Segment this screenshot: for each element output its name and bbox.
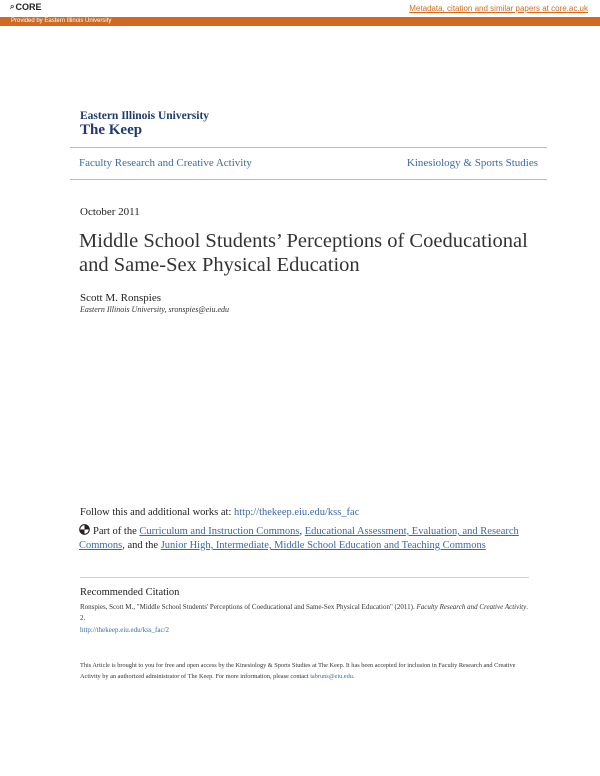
provided-by-text: Provided by Eastern Illinois University (11, 18, 112, 24)
article-date: October 2011 (80, 206, 140, 218)
article-author: Scott M. Ronspies (80, 292, 161, 304)
citation-url-link[interactable]: http://thekeep.eiu.edu/kss_fac/2 (80, 626, 170, 634)
citation-text (80, 602, 530, 624)
follow-url-link[interactable]: http://thekeep.eiu.edu/kss_fac (234, 507, 360, 518)
notice-text: This Article is brought to you for free and open access by the Kinesiology & Sports Studies at The Keep. It has been accepted for inclusion in Faculty Research and Creative Activity by an authorized administrator of The Keep. For more information, please contact (80, 662, 516, 680)
university-name[interactable]: Eastern Illinois University (80, 110, 210, 122)
part-of-sep-2: , and the (122, 540, 159, 551)
curriculum-commons-link[interactable]: Curriculum and Instruction Commons (139, 526, 300, 537)
core-logo[interactable] (10, 2, 42, 12)
junior-high-commons-link[interactable]: Junior High, Intermediate, Middle School Education and Teaching Commons (160, 540, 486, 551)
citation-main: Ronspies, Scott M., "Middle School Students' Perceptions of Coeducational and Same-Sex Physical Education" (2011). (80, 603, 415, 611)
access-notice (80, 661, 530, 682)
article-title: Middle School Students’ Perceptions of Coeducational and Same-Sex Physical Education (79, 230, 528, 276)
divider-citation (80, 577, 529, 578)
core-logo-icon: ⌕ (10, 2, 15, 11)
citation-end: . 2. (80, 603, 528, 622)
series-link-faculty-research[interactable]: Faculty Research and Creative Activity (79, 157, 252, 169)
provided-by-bar (0, 17, 600, 26)
core-banner (0, 0, 600, 18)
share-icon (79, 524, 90, 535)
series-link-kinesiology[interactable]: Kinesiology & Sports Studies (406, 157, 538, 169)
recommended-citation-heading: Recommended Citation (80, 587, 180, 598)
repository-name[interactable]: The Keep (80, 122, 143, 138)
follow-line (80, 507, 359, 518)
divider-top (70, 147, 547, 148)
notice-end: . (352, 672, 355, 680)
part-of-sep-1: , (299, 526, 303, 537)
citation-series: Faculty Research and Creative Activity (416, 603, 527, 611)
follow-label: Follow this and additional works at: (80, 507, 232, 518)
core-metadata-link[interactable]: Metadata, citation and similar papers at core.ac.uk (409, 4, 588, 13)
part-of-commons (79, 524, 519, 553)
part-of-prefix: Part of the (93, 526, 137, 537)
educational-assessment-commons-link[interactable]: Educational Assessment, Evaluation, and Research Commons (79, 526, 519, 551)
core-logo-text: CORE (15, 2, 42, 12)
divider-bottom (70, 179, 547, 180)
contact-email-link[interactable]: tabruns@eiu.edu (310, 672, 353, 680)
author-affiliation: Eastern Illinois University, sronspies@eiu.edu (80, 305, 230, 314)
